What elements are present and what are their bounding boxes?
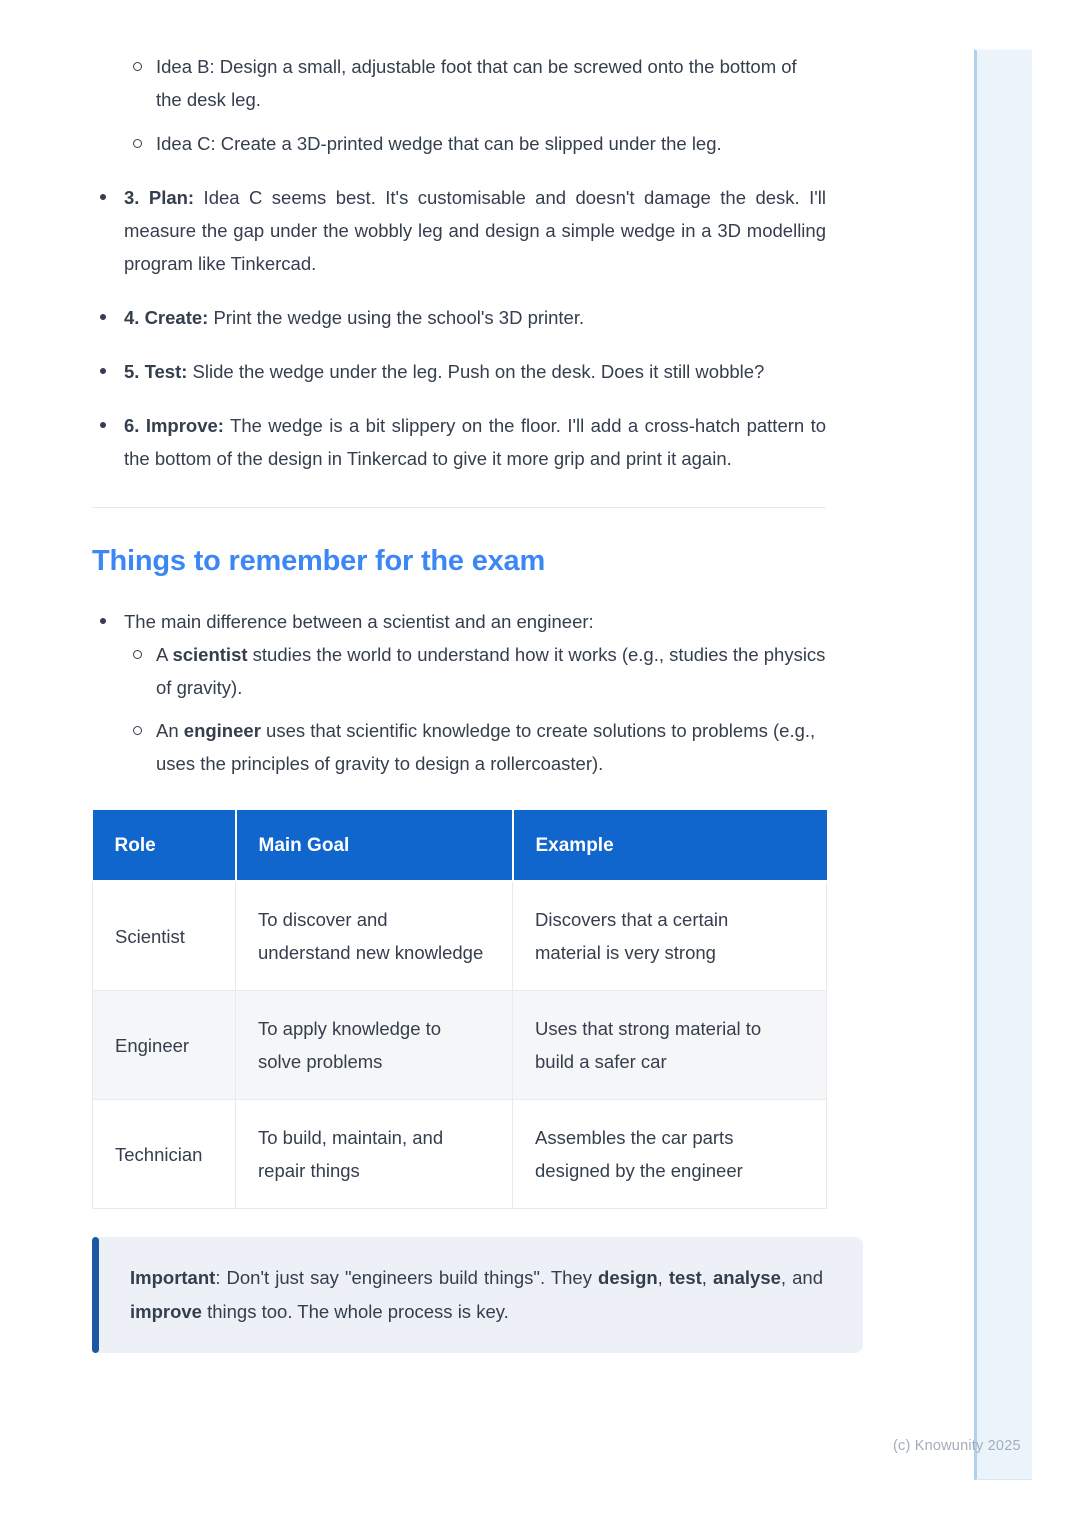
circle-bullet-icon (133, 139, 142, 148)
callout-accent-bar (92, 1237, 99, 1353)
sub-list-item (92, 50, 826, 116)
list-item-text: 5. Test: Slide the wedge under the leg. Push on the desk. Does it still wobble? (124, 361, 765, 382)
table-cell: Discovers that a certain material is very strong (513, 881, 827, 991)
list-item-text: An engineer uses that scientific knowledge to create solutions to problems (e.g., uses the principles of gravity to design a rollercoaster). (156, 720, 816, 774)
copyright-watermark: (c) Knowunity 2025 (893, 1438, 1021, 1454)
list-item-text: 6. Improve: The wedge is a bit slippery on the floor. I'll add a cross-hatch pattern to the bottom of the design in Tinkercad to give it more grip and print it again. (124, 415, 827, 469)
table-row (93, 1100, 827, 1209)
table-cell: Assembles the car parts designed by the engineer (513, 1100, 827, 1209)
disc-bullet-icon (100, 314, 106, 320)
sub-list-item (92, 714, 826, 780)
list-item-text: 3. Plan: Idea C seems best. It's customisable and doesn't damage the desk. I'll measure the gap under the wobbly leg and design a simple wedge in a 3D modelling program like Tinkercad. (124, 187, 826, 274)
list-item (92, 301, 826, 334)
table-cell: Engineer (93, 991, 236, 1100)
table-cell: To apply knowledge to solve problems (236, 991, 513, 1100)
circle-bullet-icon (133, 62, 142, 71)
section-heading: Things to remember for the exam (92, 545, 546, 577)
table-header-cell: Example (513, 810, 827, 881)
important-callout (92, 1237, 863, 1353)
list-item (92, 409, 826, 475)
table-row (93, 991, 827, 1100)
callout-text: Important: Don't just say "engineers build things". They design, test, analyse, and improve things too. The whole process is key. (130, 1267, 823, 1322)
table-header-row (93, 810, 827, 881)
list-item (92, 181, 826, 280)
list-item-text: Idea C: Create a 3D-printed wedge that can be slipped under the leg. (156, 133, 722, 154)
roles-table (92, 810, 827, 1209)
list-item-text: 4. Create: Print the wedge using the school's 3D printer. (124, 307, 585, 328)
exam-notes-bullet-list (92, 605, 826, 780)
document-content (92, 50, 826, 1353)
ideas-bullet-list (92, 50, 826, 160)
section-divider (92, 507, 826, 508)
disc-bullet-icon (100, 422, 106, 428)
table-header-cell: Role (93, 810, 236, 881)
circle-bullet-icon (133, 726, 142, 735)
disc-bullet-icon (100, 618, 106, 624)
sub-list-item (92, 638, 826, 704)
table-cell: Technician (93, 1100, 236, 1209)
design-steps-bullet-list (92, 181, 826, 475)
sub-list-item (92, 127, 826, 160)
list-item-text: The main difference between a scientist and an engineer: (124, 611, 594, 632)
table-cell: To build, maintain, and repair things (236, 1100, 513, 1209)
list-item (92, 605, 826, 638)
table-cell: Scientist (93, 881, 236, 991)
table-row (93, 881, 827, 991)
disc-bullet-icon (100, 368, 106, 374)
disc-bullet-icon (100, 194, 106, 200)
table-cell: To discover and understand new knowledge (236, 881, 513, 991)
list-item (92, 355, 826, 388)
list-item-text: Idea B: Design a small, adjustable foot that can be screwed onto the bottom of the desk leg. (156, 56, 797, 110)
circle-bullet-icon (133, 650, 142, 659)
list-item-text: A scientist studies the world to understand how it works (e.g., studies the physics of gravity). (156, 644, 826, 698)
table-cell: Uses that strong material to build a safer car (513, 991, 827, 1100)
table-header-cell: Main Goal (236, 810, 513, 881)
page-edge-strip (974, 49, 1032, 1480)
